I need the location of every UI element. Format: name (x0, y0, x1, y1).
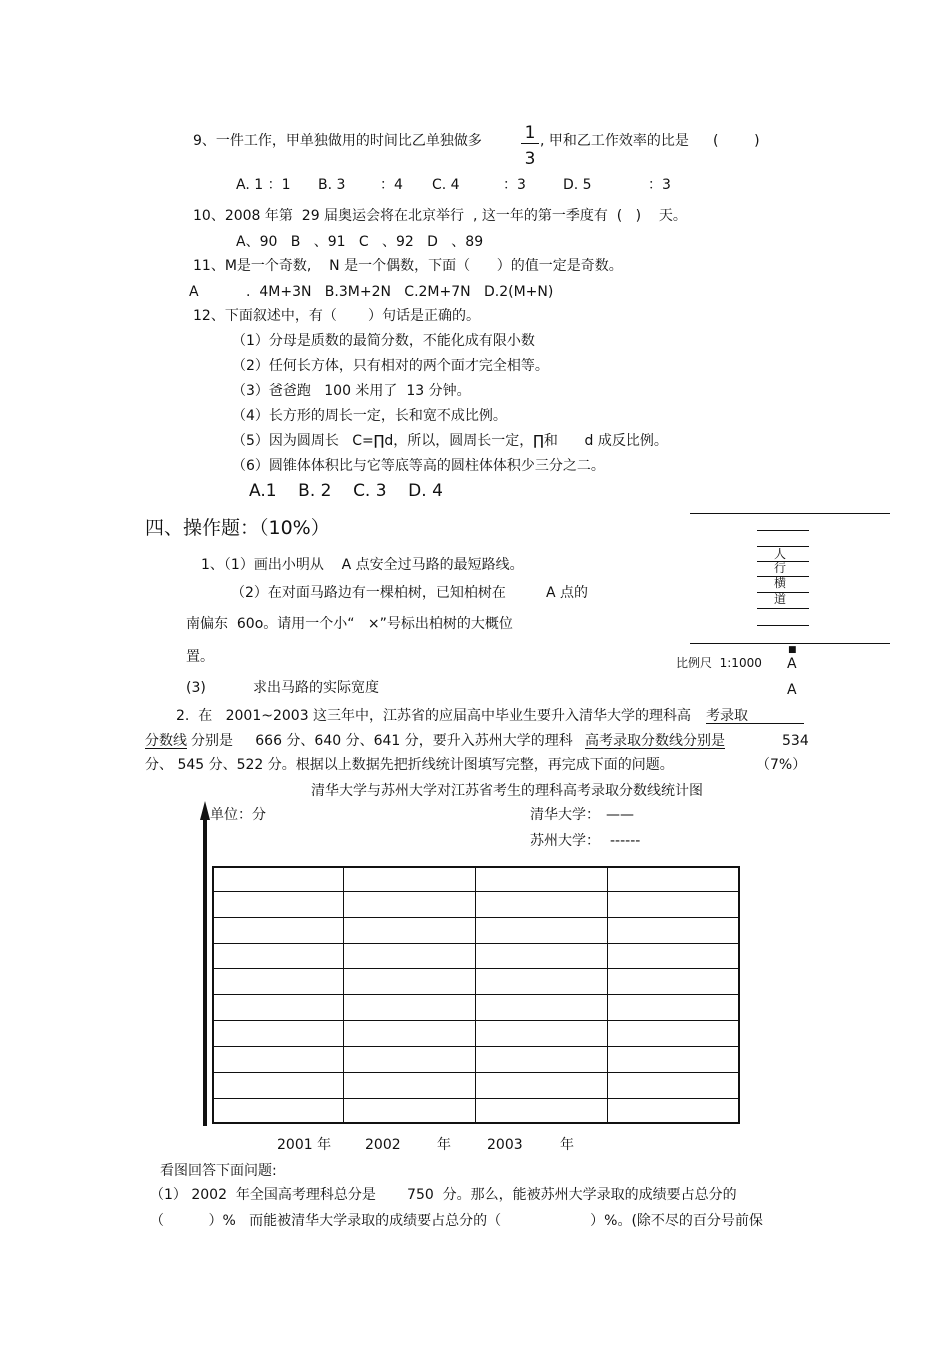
grid-row-line (212, 943, 740, 944)
question-1-line-2: （ ）% 而能被清华大学录取的成绩要占总分的（ ）%。(除不尽的百分号前保 (150, 1213, 763, 1229)
s4-p1-line-2: （2）在对面马路边有一棵柏树，已知柏树在 A 点的 (231, 585, 588, 601)
s4-p2-line-1: 2. 在 2001~2003 这三年中，江苏省的应届高中毕业生要升入清华大学的理科高 (176, 708, 692, 724)
q12-options: A.1 B. 2 C. 3 D. 4 (249, 481, 443, 501)
grid-row-line (212, 1098, 740, 1099)
q12-item-4: （4）长方形的周长一定，长和宽不成比例。 (232, 408, 507, 424)
q11-option-a-label: A (189, 284, 199, 300)
q9-option-b-ratio: ：4 (380, 177, 403, 193)
s4-p1-line-3: 南偏东 60o。请用一个小“ ×”号标出柏树的大概位 (186, 616, 513, 632)
map-point-a: A (787, 656, 797, 672)
q9-answer-paren: ( ) (713, 133, 760, 149)
grid-row-line (212, 994, 740, 995)
fraction-denominator: 3 (524, 149, 536, 169)
grid-row-line (212, 917, 740, 918)
s4-p1-line-5-text: 求出马路的实际宽度 (253, 680, 379, 696)
map-marker-square: ■ (788, 645, 797, 655)
grid-row-line (212, 1046, 740, 1047)
q12-item-1: （1）分母是质数的最简分数，不能化成有限小数 (232, 333, 535, 349)
grid-col-line (343, 866, 344, 1124)
crosswalk-label-char: 道 (774, 592, 787, 606)
x-tick-label: 2003 (487, 1137, 523, 1153)
chart-grid (212, 866, 740, 1124)
legend-name-suzhou: 苏州大学： (530, 833, 600, 849)
s4-p2-percent: （7%） (756, 757, 807, 773)
map-scale: 比例尺 1:1000 (676, 656, 762, 670)
q12-text: 12、下面叙述中，有（ ）句话是正确的。 (193, 308, 480, 324)
road-edge-top (690, 513, 890, 514)
x-tick-label: 年 (437, 1137, 451, 1153)
legend-name-tsinghua: 清华大学： (530, 807, 600, 823)
x-tick-label: 年 (560, 1137, 574, 1153)
x-tick-label: 2002 (365, 1137, 401, 1153)
q11-options: . 4M+3N B.3M+2N C.2M+7N D.2(M+N) (246, 284, 554, 300)
s4-p2-line-2-underlined-b: 高考录取分数线分别是 (585, 733, 725, 749)
grid-row-line (212, 1072, 740, 1073)
q9-option-c: C. 4 (432, 177, 460, 193)
s4-p2-line-1-underlined: 考录取 (706, 709, 804, 724)
s4-p2-line-2-underlined: 分数线 (145, 733, 187, 749)
q9-option-c-ratio: ：3 (503, 177, 526, 193)
crosswalk-stripe (757, 608, 809, 609)
crosswalk-label-char: 人 (774, 547, 787, 561)
fraction-bar (521, 143, 539, 144)
chart-title: 清华大学与苏州大学对江苏省考生的理科高考录取分数线统计图 (311, 783, 703, 799)
q9-option-d: D. 5 (563, 177, 592, 193)
questions-intro: 看图回答下面问题: (160, 1163, 277, 1179)
q9-text-2: , 甲和乙工作效率的比是 (540, 133, 689, 149)
grid-row-line (212, 1020, 740, 1021)
s4-p1-line-1: 1、（1）画出小明从 A 点安全过马路的最短路线。 (201, 557, 524, 573)
q9-option-d-ratio: ：3 (648, 177, 671, 193)
q12-item-6: （6）圆锥体体积比与它等底等高的圆柱体体积少三分之二。 (232, 458, 605, 474)
grid-col-line (475, 866, 476, 1124)
q12-item-3: （3）爸爸跑 100 米用了 13 分钟。 (232, 383, 471, 399)
q9-option-b: B. 3 (318, 177, 346, 193)
legend-mark-tsinghua: —— (606, 807, 634, 823)
grid-col-line (607, 866, 608, 1124)
q10-options: A、90 B 、91 C 、92 D 、89 (236, 234, 484, 250)
q9-text: 9、一件工作，甲单独做用的时间比乙单独做多 (193, 133, 482, 149)
road-edge-bottom (690, 643, 890, 644)
crosswalk-stripe (757, 530, 809, 531)
q11-text: 11、M是一个奇数, N 是一个偶数，下面（ ）的值一定是奇数。 (193, 258, 623, 274)
s4-p2-line-2-end: 534 (782, 733, 809, 749)
chart-unit: 单位：分 (210, 807, 266, 823)
question-1-line-1: （1） 2002 年全国高考理科总分是 750 分。那么，能被苏州大学录取的成绩要占总分的 (150, 1187, 737, 1203)
q9-option-a: A. 1 ：1 (236, 177, 291, 193)
x-tick-label: 2001 年 (277, 1137, 332, 1153)
s4-p2-line-3: 分、 545 分、522 分。根据以上数据先把折线统计图填写完整，再完成下面的问题。 (145, 757, 674, 773)
q10-text: 10、2008 年第 29 届奥运会将在北京举行 , 这一年的第一季度有 ( ) 天。 (193, 208, 687, 224)
crosswalk-label-char: 行 (774, 561, 787, 575)
q12-item-5: （5）因为圆周长 C=∏d，所以，圆周长一定，∏和 d 成反比例。 (232, 433, 668, 449)
s4-p1-line-5-number: (3) (186, 680, 206, 696)
map-point-a: A (787, 682, 797, 698)
s4-p2-line-2: 分别是 666 分、640 分、641 分，要升入苏州大学的理科 (191, 733, 573, 749)
section-4-title: 四、操作题：（10%） (145, 517, 330, 539)
legend-mark-suzhou: ------ (610, 833, 641, 849)
q12-item-2: （2）任何长方体，只有相对的两个面才完全相等。 (232, 358, 549, 374)
crosswalk-label-char: 横 (774, 576, 787, 590)
grid-row-line (212, 891, 740, 892)
crosswalk-stripe (757, 625, 809, 626)
s4-p1-line-4: 置。 (186, 649, 214, 665)
grid-row-line (212, 968, 740, 969)
fraction-numerator: 1 (524, 123, 536, 143)
